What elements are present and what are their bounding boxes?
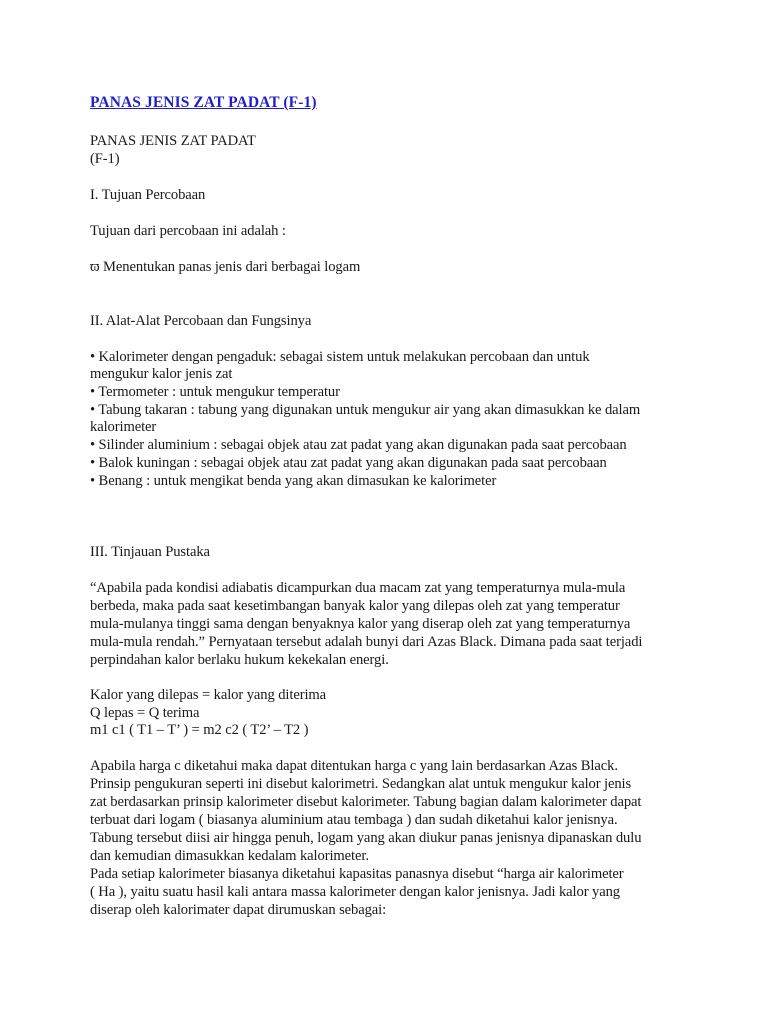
heading-line-1: PANAS JENIS ZAT PADAT	[90, 133, 256, 149]
paragraph-2-line: dan kemudian dimasukkan kedalam kalorimeter.	[90, 848, 369, 864]
equation-line: Q lepas = Q terima	[90, 705, 200, 721]
section-1-intro: Tujuan dari percobaan ini adalah :	[90, 223, 286, 239]
paragraph-2-line: Pada setiap kalorimeter biasanya diketahui kapasitas panasnya disebut “harga air kalorimeter	[90, 866, 624, 882]
heading-line-2: (F-1)	[90, 151, 120, 167]
section-1-heading: I. Tujuan Percobaan	[90, 187, 206, 203]
section-2-line: mengukur kalor jenis zat	[90, 366, 233, 382]
equation-line: Kalor yang dilepas = kalor yang diterima	[90, 687, 327, 703]
paragraph-2-line: zat berdasarkan prinsip kalorimeter disebut kalorimeter. Tabung bagian dalam kalorimeter dapat	[90, 794, 642, 810]
paragraph-1-line: berbeda, maka pada saat kesetimbangan banyak kalor yang dilepas oleh zat yang temperatur	[90, 598, 620, 614]
section-1-bullet: ϖ Menentukan panas jenis dari berbagai logam	[90, 259, 361, 275]
paragraph-2-line: diserap oleh kalorimater dapat dirumuskan sebagai:	[90, 902, 387, 918]
paragraph-1-line: mula-mulanya tinggi sama dengan benyaknya kalor yang diserap oleh zat yang temperaturnya	[90, 616, 631, 632]
section-2-line: • Tabung takaran : tabung yang digunakan untuk mengukur air yang akan dimasukkan ke dalam	[90, 402, 641, 418]
paragraph-2-line: ( Ha ), yaitu suatu hasil kali antara massa kalorimeter dengan kalor jenisnya. Jadi kalor yang	[90, 884, 620, 900]
paragraph-2-line: Tabung tersebut diisi air hingga penuh, logam yang akan diukur panas jenisnya dipanaskan dulu	[90, 830, 642, 846]
equation-line: m1 c1 ( T1 – T’ ) = m2 c2 ( T2’ – T2 )	[90, 722, 309, 738]
paragraph-2-line: Prinsip pengukuran seperti ini disebut kalorimetri. Sedangkan alat untuk mengukur kalor jenis	[90, 776, 632, 792]
section-2-line: • Termometer : untuk mengukur temperatur	[90, 384, 340, 400]
paragraph-1-line: perpindahan kalor berlaku hukum kekekalan energi.	[90, 652, 389, 668]
paragraph-1-line: mula-mula rendah.” Pernyataan tersebut adalah bunyi dari Azas Black. Dimana pada saat terjadi	[90, 634, 643, 650]
section-2-line: • Balok kuningan : sebagai objek atau zat padat yang akan digunakan pada saat percobaan	[90, 455, 607, 471]
paragraph-2-line: terbuat dari logam ( biasanya aluminium atau tembaga ) dan sudah diketahui kalor jenisnya.	[90, 812, 618, 828]
paragraph-1-line: “Apabila pada kondisi adiabatis dicampurkan dua macam zat yang temperaturnya mula-mula	[90, 580, 626, 596]
section-2-line: • Silinder aluminium : sebagai objek atau zat padat yang akan digunakan pada saat percobaan	[90, 437, 627, 453]
section-2-line: kalorimeter	[90, 419, 157, 435]
paragraph-2-line: Apabila harga c diketahui maka dapat ditentukan harga c yang lain berdasarkan Azas Black.	[90, 758, 618, 774]
section-3-heading: III. Tinjauan Pustaka	[90, 544, 210, 560]
section-2-line: • Kalorimeter dengan pengaduk: sebagai sistem untuk melakukan percobaan dan untuk	[90, 349, 590, 365]
section-2-heading: II. Alat-Alat Percobaan dan Fungsinya	[90, 313, 312, 329]
section-2-line: • Benang : untuk mengikat benda yang akan dimasukan ke kalorimeter	[90, 473, 497, 489]
document-title-link[interactable]: PANAS JENIS ZAT PADAT (F-1)	[90, 94, 317, 111]
